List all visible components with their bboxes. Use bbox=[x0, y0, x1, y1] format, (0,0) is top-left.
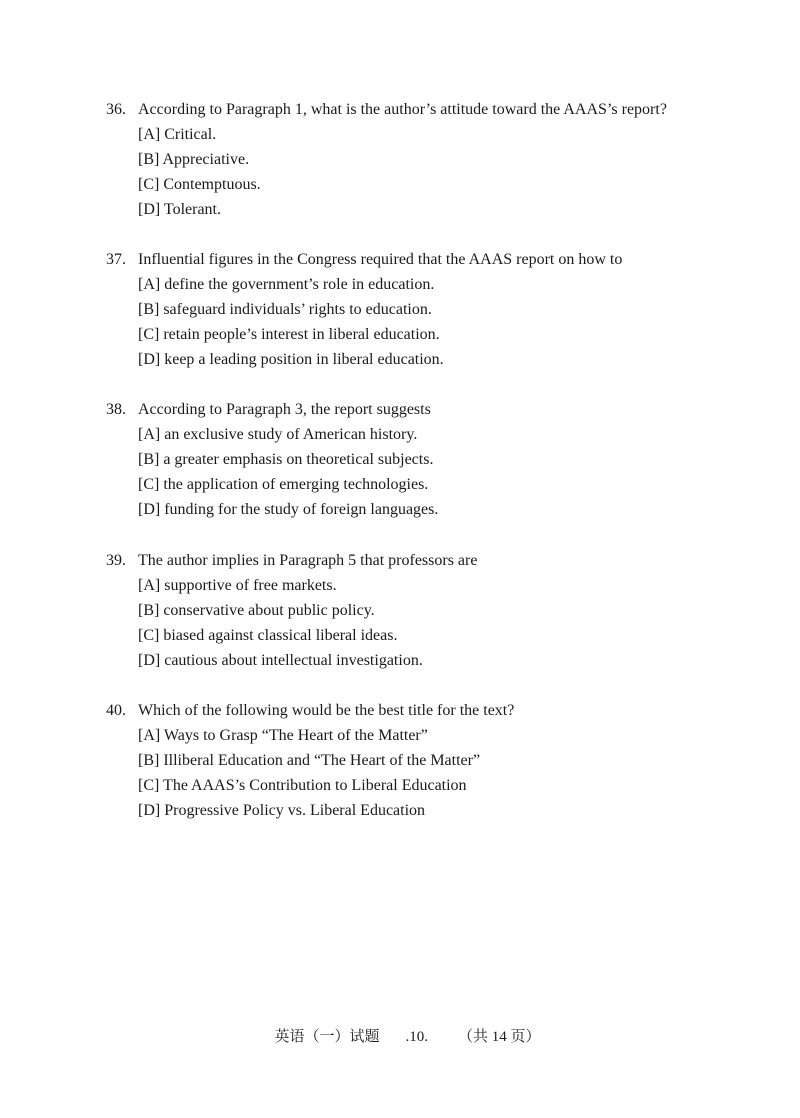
question-text: Which of the following would be the best title for the text? bbox=[138, 702, 515, 719]
question-number: 37. bbox=[106, 251, 126, 268]
question-text: According to Paragraph 1, what is the author’s attitude toward the AAAS’s report? bbox=[138, 101, 667, 118]
option-b: [B] a greater emphasis on theoretical subjects. bbox=[138, 451, 434, 468]
option-c: [C] biased against classical liberal ideas. bbox=[138, 627, 398, 644]
option-list bbox=[106, 272, 746, 372]
question-number: 40. bbox=[106, 702, 126, 719]
question-37 bbox=[106, 247, 746, 372]
option-b: [B] safeguard individuals’ rights to education. bbox=[138, 301, 432, 318]
option-a: [A] Ways to Grasp “The Heart of the Matter” bbox=[138, 727, 428, 744]
option-c: [C] Contemptuous. bbox=[138, 176, 261, 193]
question-stem bbox=[106, 97, 746, 122]
option-b: [B] Illiberal Education and “The Heart of the Matter” bbox=[138, 752, 481, 769]
question-stem bbox=[106, 247, 746, 272]
question-stem bbox=[106, 548, 746, 573]
question-text: The author implies in Paragraph 5 that professors are bbox=[138, 552, 478, 569]
question-38 bbox=[106, 397, 746, 522]
option-c: [C] The AAAS’s Contribution to Liberal Education bbox=[138, 777, 467, 794]
option-list bbox=[106, 422, 746, 522]
option-d: [D] Progressive Policy vs. Liberal Education bbox=[138, 802, 426, 819]
question-number: 38. bbox=[106, 401, 126, 418]
option-d: [D] funding for the study of foreign languages. bbox=[138, 501, 439, 518]
question-number: 36. bbox=[106, 101, 126, 118]
option-list bbox=[106, 122, 746, 222]
option-a: [A] supportive of free markets. bbox=[138, 577, 337, 594]
question-stem bbox=[106, 397, 746, 422]
option-d: [D] keep a leading position in liberal education. bbox=[138, 351, 444, 368]
question-39 bbox=[106, 548, 746, 673]
question-number: 39. bbox=[106, 552, 126, 569]
footer-total-pages: （共 14 页） bbox=[458, 1029, 541, 1045]
question-40 bbox=[106, 698, 746, 823]
question-text: According to Paragraph 3, the report suggests bbox=[138, 401, 431, 418]
option-b: [B] conservative about public policy. bbox=[138, 602, 375, 619]
option-a: [A] Critical. bbox=[138, 126, 217, 143]
footer-subject: 英语（一）试题 bbox=[274, 1029, 380, 1045]
option-list bbox=[106, 573, 746, 673]
option-a: [A] define the government’s role in education. bbox=[138, 276, 435, 293]
option-d: [D] cautious about intellectual investigation. bbox=[138, 652, 423, 669]
question-text: Influential figures in the Congress required that the AAAS report on how to bbox=[138, 251, 623, 268]
option-list bbox=[106, 723, 746, 823]
option-d: [D] Tolerant. bbox=[138, 201, 221, 218]
question-stem bbox=[106, 698, 746, 723]
question-36 bbox=[106, 97, 746, 222]
footer-page-number: .10. bbox=[405, 1029, 428, 1045]
page-footer bbox=[0, 1004, 800, 1070]
option-b: [B] Appreciative. bbox=[138, 151, 250, 168]
option-c: [C] retain people’s interest in liberal education. bbox=[138, 326, 440, 343]
option-a: [A] an exclusive study of American history. bbox=[138, 426, 418, 443]
option-c: [C] the application of emerging technologies. bbox=[138, 476, 429, 493]
